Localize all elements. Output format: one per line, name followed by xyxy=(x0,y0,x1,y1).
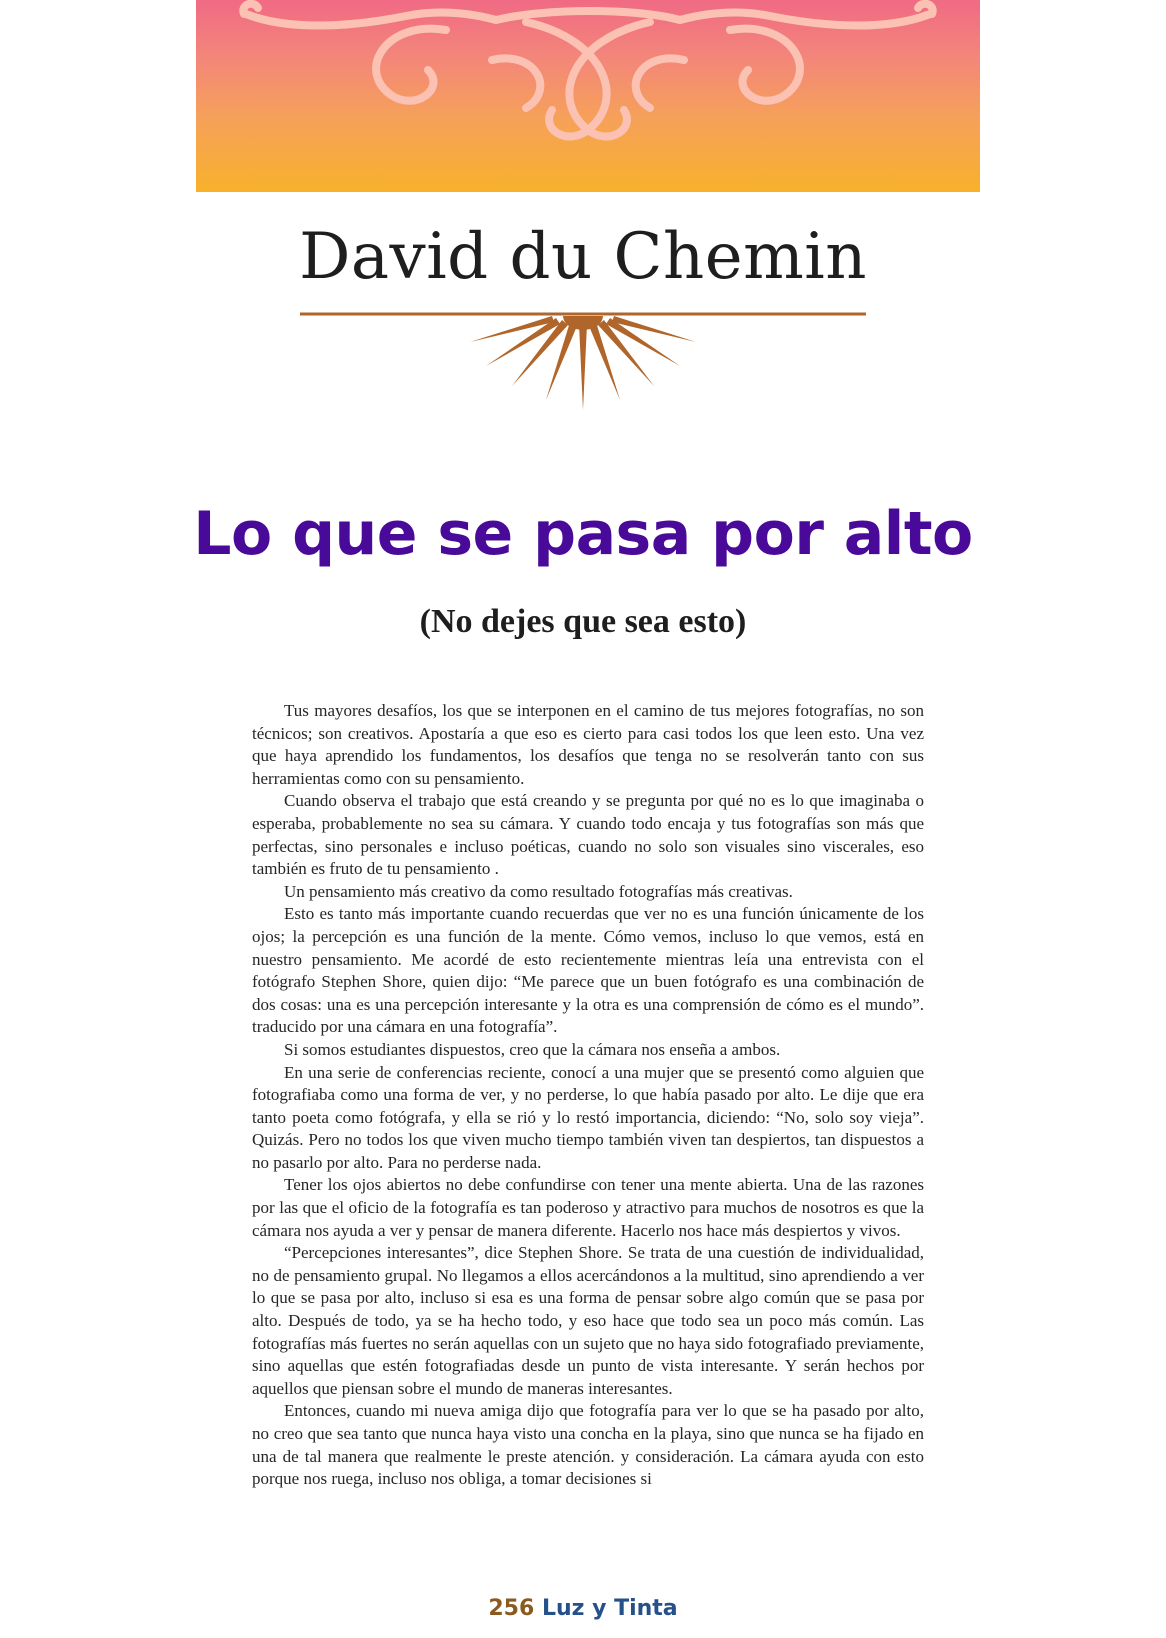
article-subtitle: (No dejes que sea esto) xyxy=(419,603,747,640)
article-title: Lo que se pasa por alto xyxy=(193,499,973,569)
paragraph: Tus mayores desafíos, los que se interponen en el camino de tus mejores fotografías, no son técnicos; son creativos. Apostaría a que eso es cierto para casi todos los que leen esto. Una vez que haya aprendido los fundamentos, los desafíos que tenga no se resolverán tanto con sus herramientas como con su pensamiento. xyxy=(252,701,924,788)
article-body xyxy=(252,700,924,1491)
ornamental-swirl-icon xyxy=(196,0,980,192)
paragraph: En una serie de conferencias reciente, conocí a una mujer que se presentó como alguien que fotografiaba como una forma de ver, y no perderse, lo que había pasado por alto. Le dije que era tanto poeta como fotógrafa, y ella se rió y lo restó importancia, diciendo: “No, solo soy vieja”. Quizás. Pero no todos los que viven mucho tiempo también viven tan despiertos, tan dispuestos a no pasarlo por alto. Para no perderse nada. xyxy=(252,1062,924,1172)
paragraph: Entonces, cuando mi nueva amiga dijo que fotografía para ver lo que se ha pasado por alto, no creo que sea tanto que nunca haya visto una concha en la playa, sino que nunca se ha fijado en una de tal manera que realmente le preste atención. y consideración. La cámara ayuda con esto porque nos ruega, incluso nos obliga, a tomar decisiones si xyxy=(252,1401,924,1489)
page-footer xyxy=(0,1596,1166,1622)
paragraph: Tener los ojos abiertos no debe confundirse con tener una mente abierta. Una de las razones por las que el oficio de la fotografía es tan poderoso y atractivo para muchos de nosotros es que la cámara nos ayuda a ver y pensar de manera diferente. Hacerlo nos hace más despiertos y vivos. xyxy=(252,1175,924,1240)
paragraph: Si somos estudiantes dispuestos, creo que la cámara nos enseña a ambos. xyxy=(284,1039,781,1059)
paragraph: Cuando observa el trabajo que está creando y se pregunta por qué no es lo que imaginaba o esperaba, probablemente no sea su cámara. Y cuando todo encaja y tus fotografías son más que perfectas, sino personales e incluso poéticas, cuando no solo son visuales sino viscerales, eso también es fruto de tu pensamiento . xyxy=(252,791,924,879)
header-banner xyxy=(196,0,980,192)
page-number: 256 xyxy=(488,1596,535,1621)
sunburst-ornament-icon xyxy=(300,306,866,410)
magazine-name: Luz y Tinta xyxy=(541,1596,678,1621)
paragraph: “Percepciones interesantes”, dice Stephen Shore. Se trata de una cuestión de individualidad, no de pensamiento grupal. No llegamos a ellos acercándonos a la multitud, sino aprendiendo a ver lo que se pasa por alto, incluso si esa es una forma de pensar sobre algo común que se pasa por alto. Después de todo, ya se ha hecho todo, y eso hace que todo sea un poco más común. Las fotografías más fuertes no serán aquellas con un sujeto que no haya sido fotografiado previamente, sino aquellas que estén fotografiadas desde un punto de vista interesante. Y serán hechos por aquellos que piensan sobre el mundo de maneras interesantes. xyxy=(252,1243,924,1398)
paragraph: Un pensamiento más creativo da como resultado fotografías más creativas. xyxy=(284,881,793,901)
paragraph: Esto es tanto más importante cuando recuerdas que ver no es una función únicamente de los ojos; la percepción es una función de la mente. Cómo vemos, incluso lo que vemos, está en nuestro pensamiento. Me acordé de esto recientemente mientras leía una entrevista con el fotógrafo Stephen Shore, quien dijo: “Me parece que un buen fotógrafo es una combinación de dos cosas: una es una percepción interesante y la otra es una comprensión de cómo es el mundo”. traducido por una cámara en una fotografía”. xyxy=(252,904,924,1037)
author-name: David du Chemin xyxy=(299,220,867,294)
